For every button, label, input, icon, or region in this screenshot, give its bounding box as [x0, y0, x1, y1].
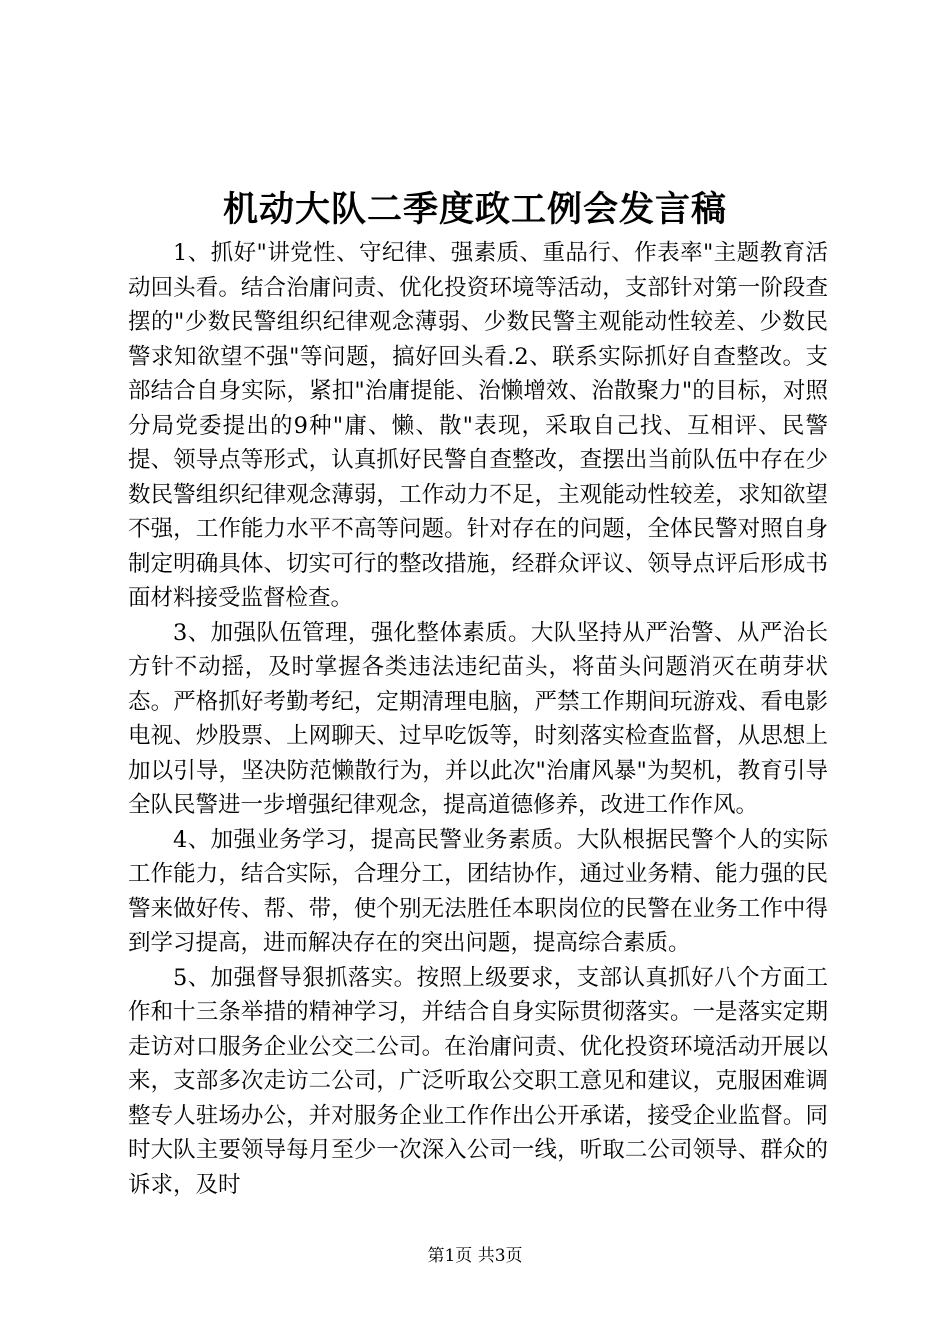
document-title: 机动大队二季度政工例会发言稿 — [222, 189, 727, 230]
paragraph-3: 4、加强业务学习，提高民警业务素质。大队根据民警个人的实际工作能力，结合实际，合理分工，团结协作，通过业务精、能力强的民警来做好传、帮、带，使个别无法胜任本职岗位的民警在业务工作中得到学习提高，进而解决存在的突出问题，提高综合素质。 — [128, 826, 828, 956]
paragraph-4: 5、加强督导狠抓落实。按照上级要求，支部认真抓好八个方面工作和十三条举措的精神学习，并结合自身实际贯彻落实。一是落实定期走访对口服务企业公交二公司。在治庸问责、优化投资环境活动开展以来，支部多次走访二公司，广泛听取公交职工意见和建议，克服困难调整专人驻场办公，并对服务企业工作作出公开承诺，接受企业监督。同时大队主要领导每月至少一次深入公司一线，听取二公司领导、群众的诉求，及时 — [128, 964, 828, 1198]
paragraph-1: 1、抓好"讲党性、守纪律、强素质、重品行、作表率"主题教育活动回头看。结合治庸问责、优化投资环境等活动，支部针对第一阶段查摆的"少数民警组织纪律观念薄弱、少数民警主观能动性较差、少数民警求知欲望不强"等问题，搞好回头看.2、联系实际抓好自查整改。支部结合自身实际，紧扣"治庸提能、治懒增效、治散聚力"的目标，对照分局党委提出的9种"庸、懒、散"表现，采取自己找、互相评、民警提、领导点等形式，认真抓好民警自查整改，查摆出当前队伍中存在少数民警组织纪律观念薄弱，工作动力不足，主观能动性较差，求知欲望不强，工作能力水平不高等问题。针对存在的问题，全体民警对照自身制定明确具体、切实可行的整改措施，经群众评议、领导点评后形成书面材料接受监督检查。 — [128, 240, 828, 611]
page-footer: 第1页 共3页 — [427, 1246, 523, 1266]
paragraph-2: 3、加强队伍管理，强化整体素质。大队坚持从严治警、从严治长方针不动摇，及时掌握各类违法违纪苗头，将苗头问题消灭在萌芽状态。严格抓好考勤考纪，定期清理电脑，严禁工作期间玩游戏、看电影电视、炒股票、上网聊天、过早吃饭等，时刻落实检查监督，从思想上加以引导，坚决防范懒散行为，并以此次"治庸风暴"为契机，教育引导全队民警进一步增强纪律观念，提高道德修养，改进工作作风。 — [128, 619, 828, 818]
document-body — [128, 236, 828, 1202]
